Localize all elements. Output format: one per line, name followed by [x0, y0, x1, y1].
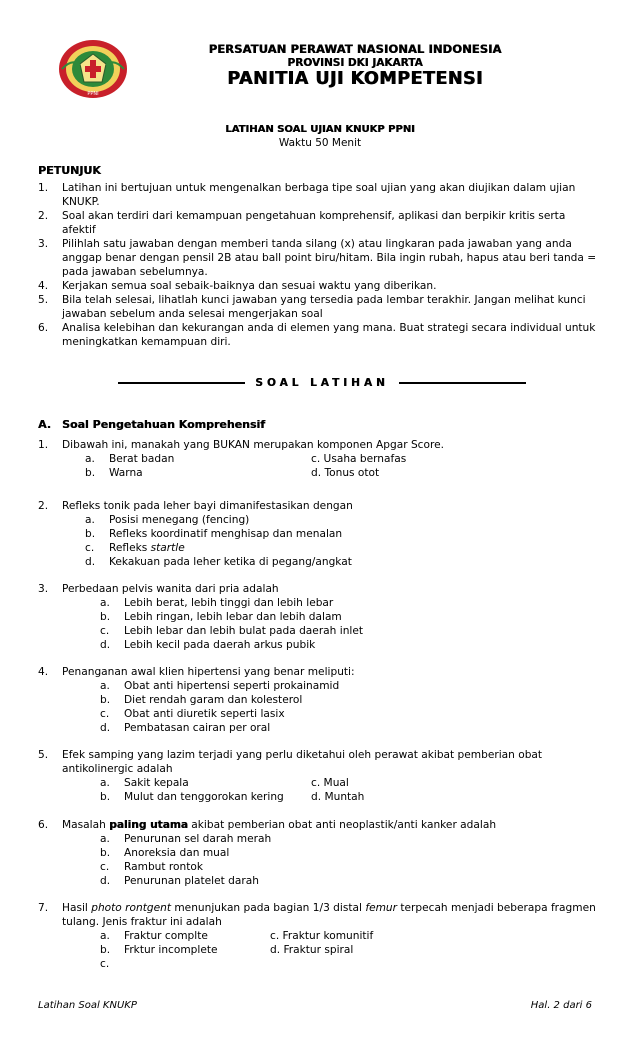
ppni-logo-icon	[50, 38, 136, 100]
instruction-item: 1. Latihan ini bertujuan untuk mengenalkan berbaga tipe soal ujian yang akan diujikan dalam ujian KNUKP.	[38, 182, 576, 208]
question-6: 6. Masalah paling utama akibat pemberian obat anti neoplastik/anti kanker adalah a. Penurunan sel darah merah b. Anoreksia dan mual c. Rambut rontok d. Penurunan platelet darah	[38, 819, 497, 887]
option-c: c. Fraktur komunitif	[270, 930, 374, 942]
divider-line-left	[118, 382, 245, 384]
option-c: c. Mual	[311, 777, 349, 789]
option-row: a. Berat badan c. Usaha bernafas	[85, 453, 407, 465]
option-d: Penurunan platelet darah	[124, 875, 259, 887]
option-row: b. Mulut dan tenggorokan kering d. Muntah	[100, 791, 365, 803]
question-4: 4. Penanganan awal klien hipertensi yang benar meliputi: a. Obat anti hipertensi seperti prokainamid b. Diet rendah garam dan kolesterol c. Obat anti diuretik seperti lasix d. Pembatasan cairan per oral	[38, 666, 355, 734]
option-b: Refleks koordinatif menghisap dan menalan	[109, 528, 343, 540]
option-c: Obat anti diuretik seperti lasix	[124, 708, 285, 720]
divider-title: SOAL LATIHAN	[255, 377, 389, 389]
option-a: Posisi menegang (fencing)	[109, 514, 250, 526]
option-b: Diet rendah garam dan kolesterol	[124, 694, 303, 706]
question-2: 2. Refleks tonik pada leher bayi dimanifestasikan dengan a. Posisi menegang (fencing) b. Refleks koordinatif menghisap dan menalan c. Refleks startle d. Kekakuan pada leher ketika di pegang/angkat	[38, 500, 353, 568]
instruction-item: 6. Analisa kelebihan dan kekurangan anda di elemen yang mana. Buat strategi secara individual untuk meningkatkan kemampuan diri.	[38, 322, 596, 348]
instructions-heading: PETUNJUK	[38, 164, 101, 177]
question-3: 3. Perbedaan pelvis wanita dari pria adalah a. Lebih berat, lebih tinggi dan lebih lebar b. Lebih ringan, lebih lebar dan lebih dalam c. Lebih lebar dan lebih bulat pada daerah inlet d. Lebih kecil pada daerah arkus pubik	[38, 583, 364, 651]
instructions-list	[38, 181, 598, 349]
instruction-item: 2. Soal akan terdiri dari kemampuan pengetahuan komprehensif, aplikasi dan berpikir kritis serta afektif	[38, 210, 566, 236]
option-row: b. Frktur incomplete d. Fraktur spiral	[100, 944, 354, 956]
option-a: Sakit kepala	[124, 777, 189, 789]
option-a: Penurunan sel darah merah	[124, 833, 272, 845]
header-organization: PERSATUAN PERAWAT NASIONAL INDONESIA	[208, 42, 502, 56]
option-b: Anoreksia dan mual	[124, 847, 230, 859]
page-number: Hal. 2 dari 6	[530, 1000, 592, 1011]
exam-title: LATIHAN SOAL UJIAN KNUKP PPNI	[225, 124, 415, 135]
footer-title: Latihan Soal KNUKP	[38, 1000, 137, 1011]
instruction-item: 3. Pilihlah satu jawaban dengan memberi tanda silang (x) atau lingkaran pada jawaban yang anda anggap benar dengan pensil 2B atau ball point biru/hitam. Bila ingin rubah, hapus atau beri tanda = pada jawaban sebelumnya.	[38, 238, 597, 278]
option-a: Lebih berat, lebih tinggi dan lebih lebar	[124, 597, 334, 609]
option-d: Pembatasan cairan per oral	[124, 722, 271, 734]
exam-duration: Waktu 50 Menit	[278, 137, 362, 149]
option-d: d. Muntah	[311, 791, 365, 803]
option-row: a. Sakit kepala c. Mual	[100, 777, 349, 789]
section-divider	[118, 375, 526, 391]
option-a: Berat badan	[109, 453, 175, 465]
header-province: PROVINSI DKI JAKARTA	[287, 57, 423, 69]
option-c: Refleks startle	[109, 542, 185, 554]
question-5: 5. Efek samping yang lazim terjadi yang perlu diketahui oleh perawat akibat pemberian obat antikolinergic adalah a. Sakit kepala c. Mual b. Mulut dan tenggorokan kering d. Muntah	[38, 748, 598, 804]
option-a: Fraktur complte	[124, 930, 208, 942]
option-c-empty: c.	[100, 958, 110, 970]
option-b: Mulut dan tenggorokan kering	[124, 791, 284, 803]
section-a-heading: A. Soal Pengetahuan Komprehensif	[38, 418, 265, 431]
option-c: Rambut rontok	[124, 861, 203, 873]
header-committee: PANITIA UJI KOMPETENSI	[227, 69, 483, 89]
option-row: a. Fraktur complte c. Fraktur komunitif	[100, 930, 374, 942]
instruction-item: 4. Kerjakan semua soal sebaik-baiknya dan sesuai waktu yang diberikan.	[38, 280, 437, 292]
option-c: Lebih lebar dan lebih bulat pada daerah inlet	[124, 625, 364, 637]
option-c: c. Usaha bernafas	[311, 453, 407, 465]
instruction-item: 5. Bila telah selesai, lihatlah kunci jawaban yang tersedia pada lembar terakhir. Jangan melihat kunci jawaban sebelum anda selesai mengerjakan soal	[38, 294, 586, 320]
option-b: Frktur incomplete	[124, 944, 218, 956]
option-d: d. Tonus otot	[311, 467, 380, 479]
svg-text:PPNI: PPNI	[87, 91, 99, 97]
option-a: Obat anti hipertensi seperti prokainamid	[124, 680, 340, 692]
option-b: Warna	[109, 467, 143, 479]
option-d: Kekakuan pada leher ketika di pegang/angkat	[109, 556, 352, 568]
question-7: 7. Hasil photo rontgent menunjukan pada bagian 1/3 distal femur terpecah menjadi beberapa fragmen tulang. Jenis fraktur ini adalah a. Fraktur complte c. Fraktur komunitif b. Frktur incomplete d. Fraktur spiral c.	[38, 901, 598, 971]
question-1: 1. Dibawah ini, manakah yang BUKAN merupakan komponen Apgar Score. a. Berat badan c. Usaha bernafas b. Warna d. Tonus otot	[38, 438, 598, 480]
option-d: Lebih kecil pada daerah arkus pubik	[124, 639, 316, 651]
option-row: b. Warna d. Tonus otot	[85, 467, 380, 479]
option-b: Lebih ringan, lebih lebar dan lebih dalam	[124, 611, 342, 623]
divider-line-right	[399, 382, 526, 384]
option-d: d. Fraktur spiral	[270, 944, 354, 956]
